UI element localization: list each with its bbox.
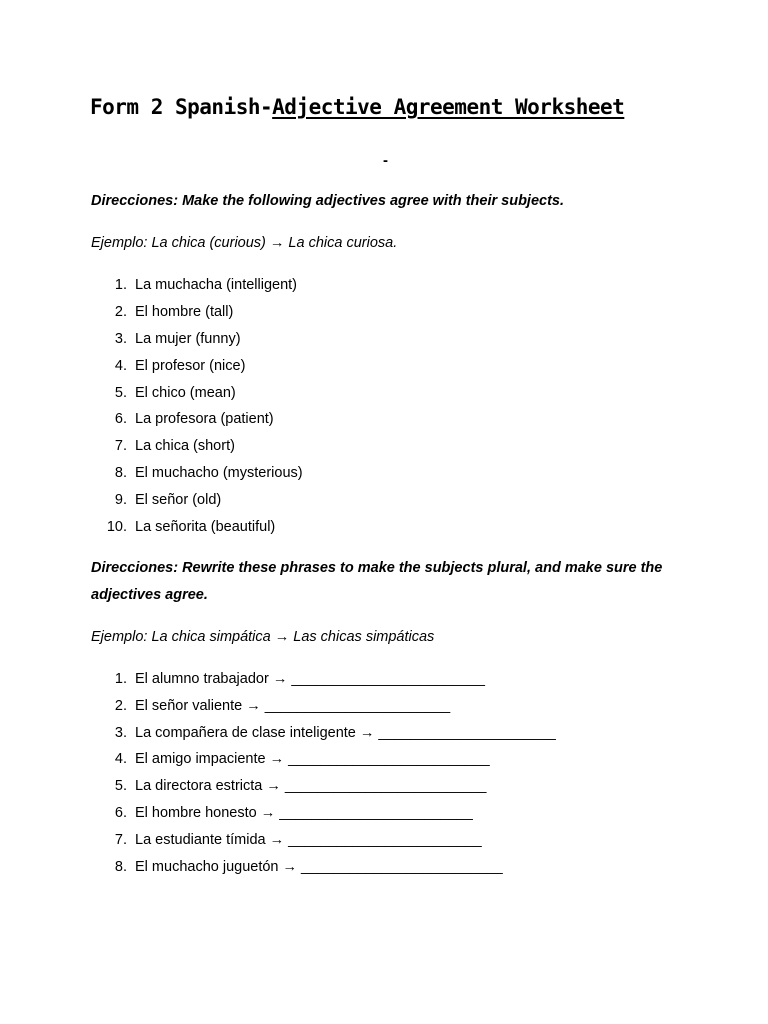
list-item-number: 6. xyxy=(114,411,127,428)
list-item-number: 6. xyxy=(114,804,127,821)
list-item xyxy=(91,487,303,514)
list-item xyxy=(91,353,303,380)
list-item xyxy=(91,854,556,881)
list-item-number: 5. xyxy=(114,778,127,795)
section1-directions: Direcciones: Make the following adjectives agree with their subjects. xyxy=(91,193,564,209)
list-item-text: La directora estricta → _________________________ xyxy=(135,778,487,795)
list-item xyxy=(91,800,556,827)
list-item xyxy=(91,773,556,800)
list-item-text: La chica (short) xyxy=(135,438,235,455)
list-item-text: La mujer (funny) xyxy=(135,330,241,347)
list-item-text: El profesor (nice) xyxy=(135,357,246,374)
list-item-number: 7. xyxy=(114,831,127,848)
list-item xyxy=(91,433,303,460)
page-title xyxy=(90,95,624,119)
list-item xyxy=(91,272,303,299)
list-item-number: 2. xyxy=(114,303,127,320)
list-item-number: 4. xyxy=(114,357,127,374)
list-item xyxy=(91,460,303,487)
list-item-text: El muchacho (mysterious) xyxy=(135,465,303,482)
section1-list xyxy=(91,272,303,541)
list-item xyxy=(91,326,303,353)
list-item-text: La señorita (beautiful) xyxy=(135,519,276,536)
list-item-text: El muchacho juguetón → _________________________ xyxy=(135,858,503,875)
list-item-text: El chico (mean) xyxy=(135,384,236,401)
list-item-number: 4. xyxy=(114,751,127,768)
list-item xyxy=(91,827,556,854)
title-underlined: Adjective Agreement Worksheet xyxy=(272,95,625,119)
list-item-text: La estudiante tímida → ________________________ xyxy=(135,831,482,848)
list-item-text: El alumno trabajador → ________________________ xyxy=(135,671,485,687)
list-item-text: El señor valiente → _______________________ xyxy=(135,697,451,714)
section2-directions: Direcciones: Rewrite these phrases to make the subjects plural, and make sure the adjectives agree. xyxy=(91,560,663,603)
list-item-number: 1. xyxy=(114,277,127,293)
list-item-number: 10. xyxy=(106,519,127,536)
list-item-number: 5. xyxy=(114,384,127,401)
list-item-number: 2. xyxy=(114,697,127,714)
separator-dash: - xyxy=(383,152,388,169)
section2-example: Ejemplo: La chica simpática → Las chicas simpáticas xyxy=(91,629,435,645)
list-item-text: La compañera de clase inteligente → ______________________ xyxy=(135,724,556,741)
list-item-text: La muchacha (intelligent) xyxy=(135,277,298,293)
list-item xyxy=(91,380,303,407)
list-item-text: El hombre (tall) xyxy=(135,303,234,320)
list-item xyxy=(91,406,303,433)
list-item-number: 9. xyxy=(114,492,127,509)
section2-list xyxy=(91,666,556,880)
list-item-number: 3. xyxy=(114,724,127,741)
list-item-number: 1. xyxy=(114,671,127,687)
list-item xyxy=(91,720,556,747)
list-item-text: El amigo impaciente → _________________________ xyxy=(135,751,490,768)
list-item xyxy=(91,693,556,720)
list-item xyxy=(91,746,556,773)
title-prefix: Form 2 Spanish- xyxy=(90,95,273,119)
list-item-number: 3. xyxy=(114,330,127,347)
list-item xyxy=(91,299,303,326)
list-item-text: La profesora (patient) xyxy=(135,411,274,428)
list-item-number: 8. xyxy=(114,465,127,482)
list-item xyxy=(91,666,556,693)
list-item-number: 7. xyxy=(114,438,127,455)
list-item-number: 8. xyxy=(114,858,127,875)
section1-example: Ejemplo: La chica (curious) → La chica curiosa. xyxy=(91,235,398,251)
list-item xyxy=(91,514,303,541)
list-item-text: El señor (old) xyxy=(135,492,222,509)
list-item-text: El hombre honesto → ________________________ xyxy=(135,804,473,821)
